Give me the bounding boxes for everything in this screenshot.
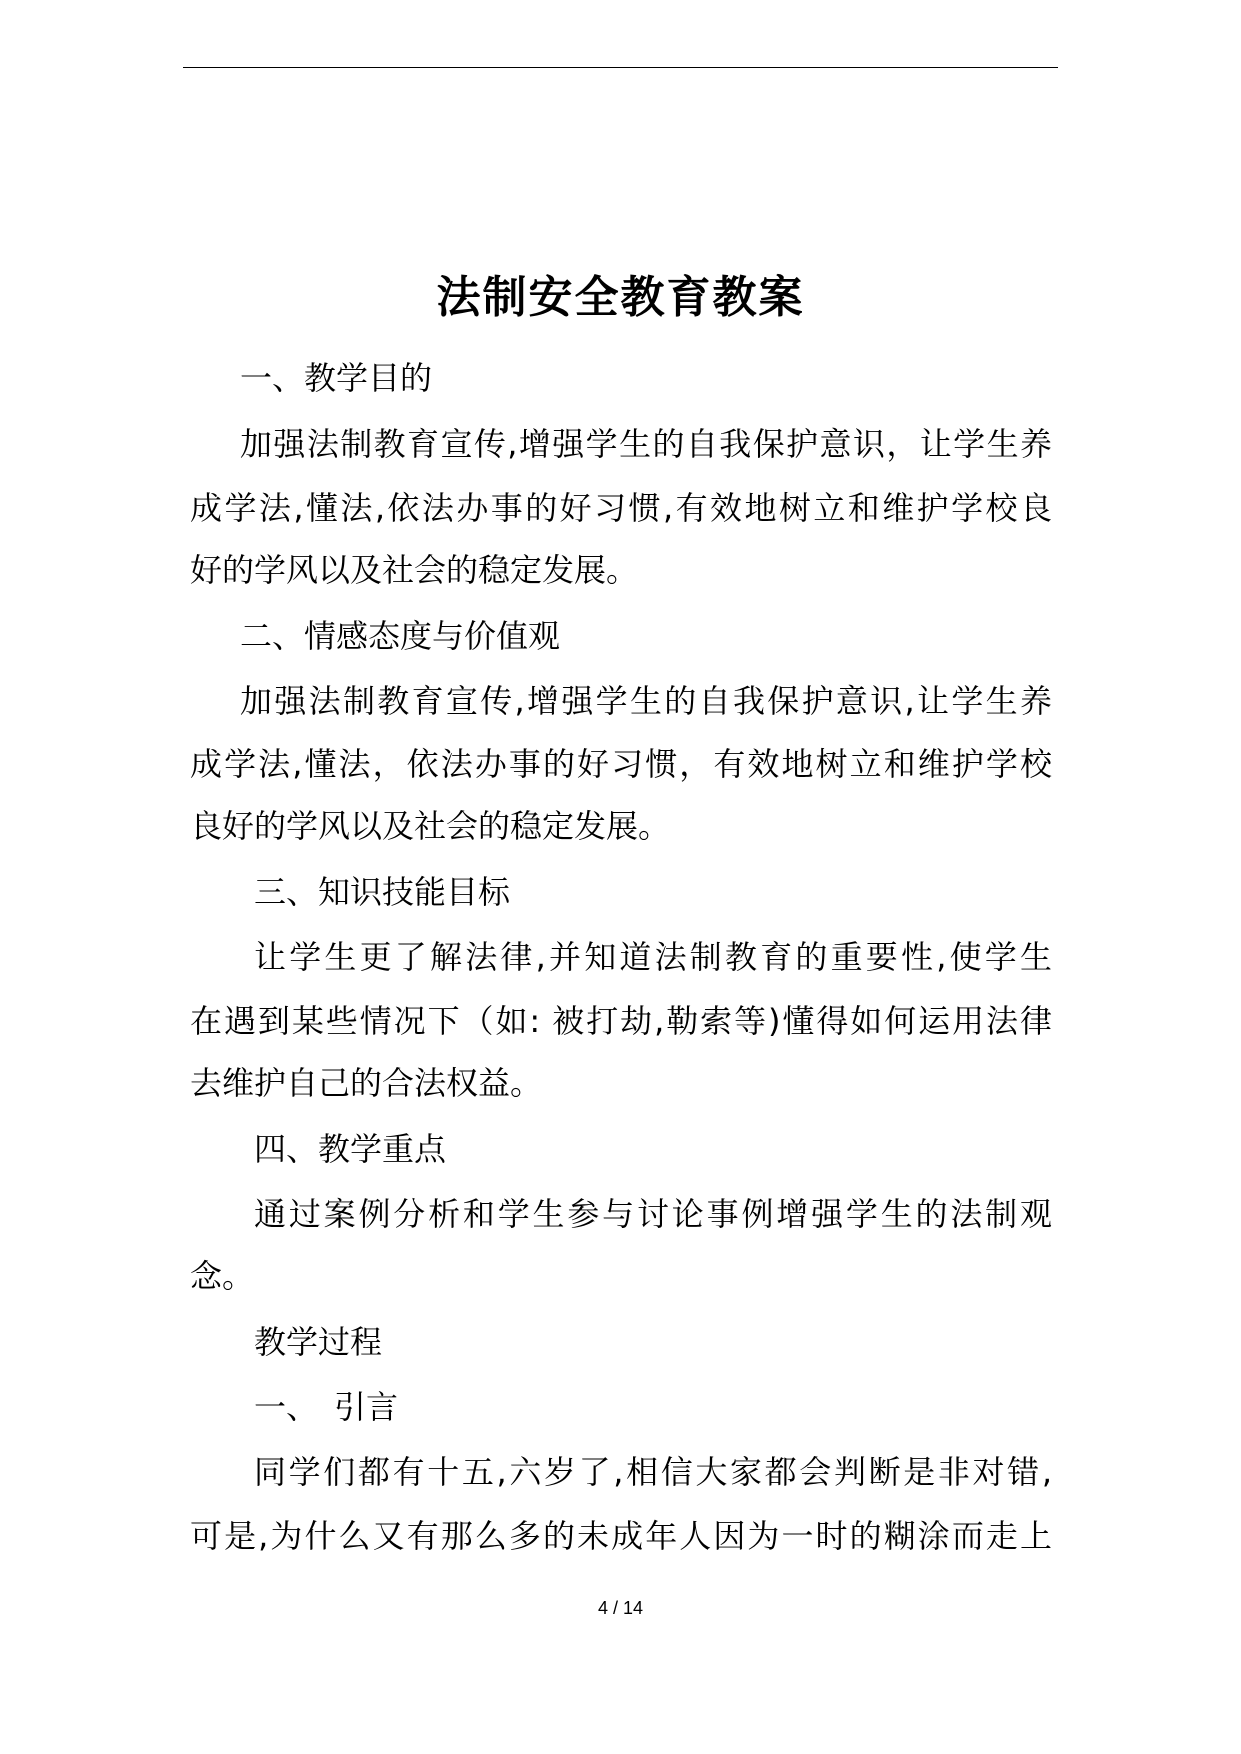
paragraph-line: 去维护自己的合法权益。 [190, 1064, 543, 1102]
paragraph-line: 成学法,懂法,依法办事的好习惯,有效地树立和维护学校良 [190, 489, 1052, 527]
paragraph-line: 好的学风以及社会的稳定发展。 [190, 551, 639, 589]
heading-teaching-objective: 一、教学目的 [240, 359, 433, 397]
paragraph-line: 良好的学风以及社会的稳定发展。 [190, 807, 671, 845]
paragraph-line: 加强法制教育宣传,增强学生的自我保护意识，让学生养 [240, 425, 1052, 463]
paragraph-line: 念。 [190, 1257, 255, 1295]
paragraph-line: 通过案例分析和学生参与讨论事例增强学生的法制观 [254, 1195, 1052, 1233]
page-number: 4 / 14 [597, 1598, 644, 1618]
heading-teaching-process: 教学过程 [254, 1323, 383, 1361]
heading-key-points: 四、教学重点 [254, 1130, 447, 1168]
document-title: 法制安全教育教案 [436, 272, 805, 323]
paragraph-line: 可是,为什么又有那么多的未成年人因为一时的糊涂而走上 [190, 1517, 1052, 1555]
heading-introduction: 一、 引言 [254, 1388, 399, 1426]
paragraph-line: 在遇到某些情况下（如: 被打劫,勒索等)懂得如何运用法律 [190, 1002, 1052, 1040]
header-rule [183, 67, 1058, 68]
paragraph-line: 成学法,懂法，依法办事的好习惯，有效地树立和维护学校 [190, 745, 1052, 783]
paragraph-line: 让学生更了解法律,并知道法制教育的重要性,使学生 [254, 938, 1052, 976]
paragraph-line: 加强法制教育宣传,增强学生的自我保护意识,让学生养 [240, 682, 1052, 720]
paragraph-line: 同学们都有十五,六岁了,相信大家都会判断是非对错, [254, 1453, 1052, 1491]
heading-knowledge-skills: 三、知识技能目标 [254, 873, 511, 911]
heading-emotion-values: 二、情感态度与价值观 [240, 617, 561, 655]
